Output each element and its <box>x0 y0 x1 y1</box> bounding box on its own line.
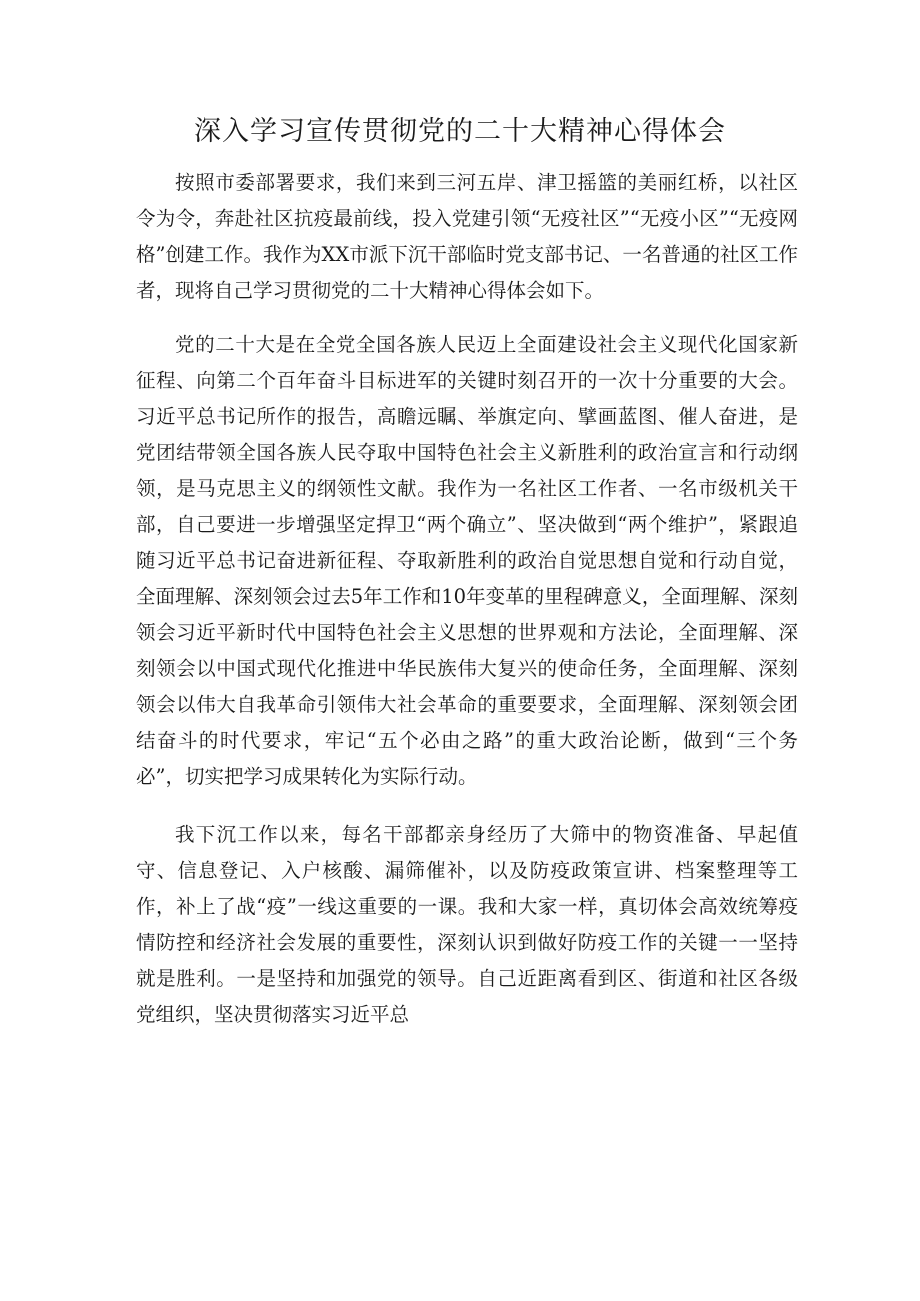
paragraph-3: 我下沉工作以来，每名干部都亲身经历了大筛中的物资准备、早起值守、信息登记、入户核酸、漏筛催补，以及防疫政策宣讲、档案整理等工作，补上了战“疫”一线这重要的一课。我和大家一样，真切体会高效统筹疫情防控和经济社会发展的重要性，深刻认识到做好防疫工作的关键一一坚持就是胜利。一是坚持和加强党的领导。自己近距离看到区、街道和社区各级党组织，坚决贯彻落实习近平总 <box>136 823 798 1026</box>
document-body <box>136 165 798 1033</box>
document-title: 深入学习宣传贯彻党的二十大精神心得体会 <box>194 116 726 147</box>
paragraph-2: 党的二十大是在全党全国各族人民迈上全面建设社会主义现代化国家新征程、向第二个百年奋斗目标进军的关键时刻召开的一次十分重要的大会。习近平总书记所作的报告，高瞻远瞩、举旗定向、擘画蓝图、催人奋进，是党团结带领全国各族人民夺取中国特色社会主义新胜利的政治宣言和行动纲领，是马克思主义的纲领性文献。我作为一名社区工作者、一名市级机关干部，自己要进一步增强坚定捍卫“两个确立”、坚决做到“两个维护”，紧跟追随习近平总书记奋进新征程、夺取新胜利的政治自觉思想自觉和行动自觉，全面理解、深刻领会过去5年工作和10年变革的里程碑意义，全面理解、深刻领会习近平新时代中国特色社会主义思想的世界观和方法论，全面理解、深刻领会以中国式现代化推进中华民族伟大复兴的使命任务，全面理解、深刻领会以伟大自我革命引领伟大社会革命的重要要求，全面理解、深刻领会团结奋斗的时代要求，牢记“五个必由之路”的重大政治论断，做到“三个务必”，切实把学习成果转化为实际行动。 <box>136 333 798 788</box>
paragraph-1: 按照市委部署要求，我们来到三河五岸、津卫摇篮的美丽红桥，以社区令为令，奔赴社区抗疫最前线，投入党建引领“无疫社区”“无疫小区”“无疫网格”创建工作。我作为XX市派下沉干部临时党支部书记、一名普通的社区工作者，现将自己学习贯彻党的二十大精神心得体会如下。 <box>136 171 798 302</box>
